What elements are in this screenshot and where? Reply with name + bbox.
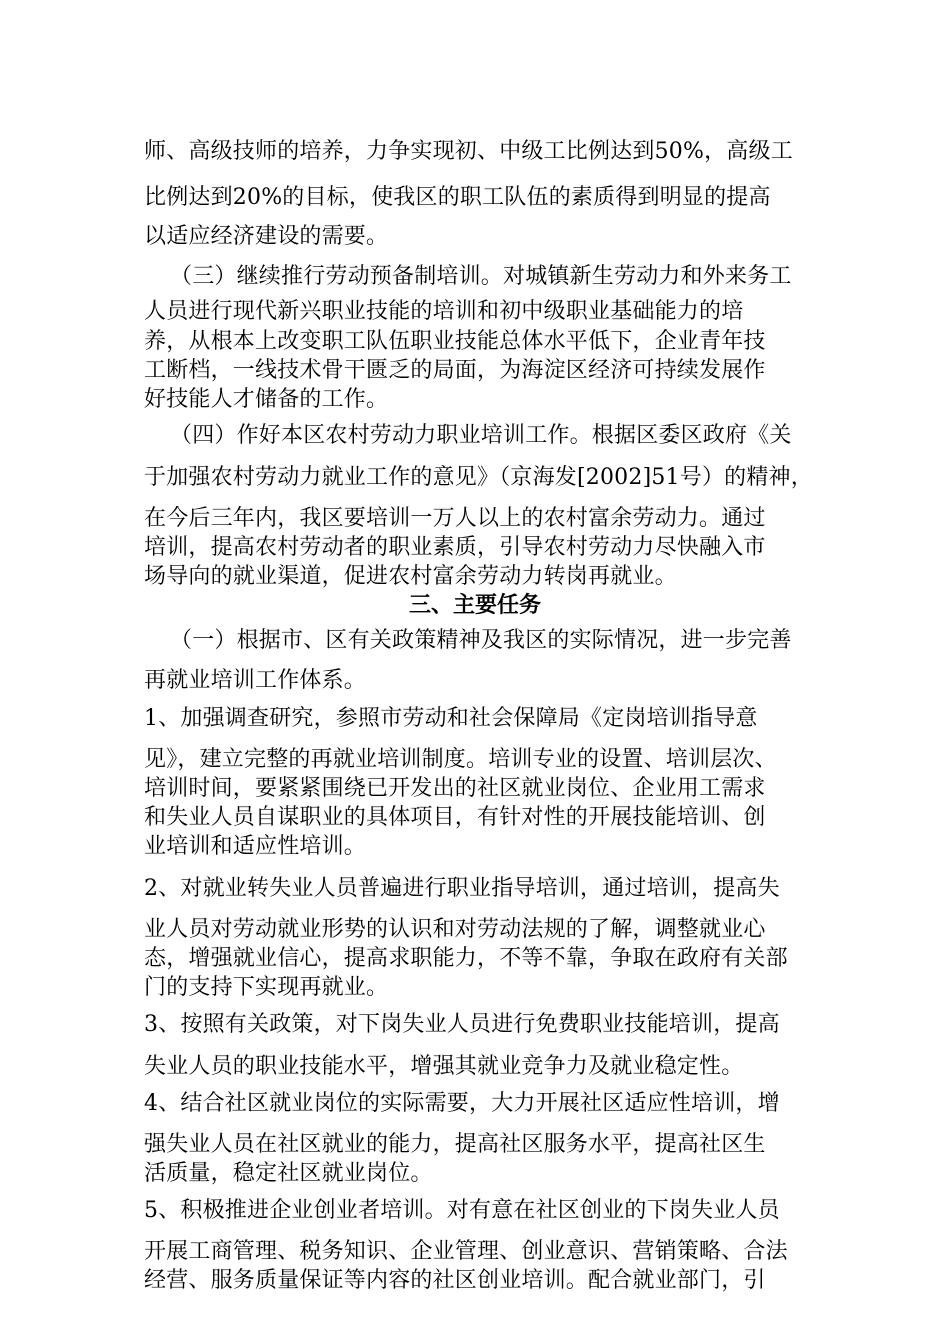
body-text-line: 养，从根本上改变职工队伍职业技能总体水平低下，企业青年技 bbox=[144, 329, 766, 354]
section-heading: 三、主要任务 bbox=[408, 592, 541, 618]
body-text-line: （一）根据市、区有关政策精神及我区的实际情况，进一步完善 bbox=[170, 628, 792, 653]
body-text-line: 业人员对劳动就业形势的认识和对劳动法规的了解，调整就业心 bbox=[144, 917, 766, 942]
body-text-line: 和失业人员自谋职业的具体项目，有针对性的开展技能培训、创 bbox=[144, 805, 766, 830]
body-text-line: 经营、服务质量保证等内容的社区创业培训。配合就业部门，引 bbox=[144, 1268, 766, 1293]
body-text-line: 比例达到20%的目标，使我区的职工队伍的素质得到明显的提高 bbox=[144, 185, 771, 210]
body-text-line: 2、对就业转失业人员普遍进行职业指导培训，通过培训，提高失 bbox=[144, 876, 780, 901]
body-text-line: 态，增强就业信心，提高求职能力，不等不靠，争取在政府有关部 bbox=[144, 946, 788, 971]
body-text-line: 失业人员的职业技能水平，增强其就业竞争力及就业稳定性。 bbox=[144, 1054, 744, 1079]
body-text-line: 3、按照有关政策，对下岗失业人员进行免费职业技能培训，提高 bbox=[144, 1012, 780, 1037]
body-text-line: 门的支持下实现再就业。 bbox=[144, 975, 389, 1000]
body-text-line: 以适应经济建设的需要。 bbox=[144, 224, 389, 249]
body-text-line: 人员进行现代新兴职业技能的培训和初中级职业基础能力的培 bbox=[144, 299, 744, 324]
body-text-line: 强失业人员在社区就业的能力，提高社区服务水平，提高社区生 bbox=[144, 1132, 766, 1157]
body-text-line: 培训时间，要紧紧围绕已开发出的社区就业岗位、企业用工需求 bbox=[144, 776, 766, 801]
body-text-line: 业培训和适应性培训。 bbox=[144, 834, 367, 859]
body-text-line: 5、积极推进企业创业者培训。对有意在社区创业的下岗失业人员 bbox=[144, 1198, 780, 1223]
body-text-line: （三）继续推行劳动预备制培训。对城镇新生劳动力和外来务工 bbox=[170, 264, 792, 289]
body-text-line: 师、高级技师的培养，力争实现初、中级工比例达到50%，高级工 bbox=[144, 139, 793, 164]
body-text-line: 1、加强调查研究，参照市劳动和社会保障局《定岗培训指导意 bbox=[144, 706, 758, 731]
body-text-line: （四）作好本区农村劳动力职业培训工作。根据区委区政府《关 bbox=[170, 423, 792, 448]
body-text-line: 培训，提高农村劳动者的职业素质，引导农村劳动力尽快融入市 bbox=[144, 535, 766, 560]
body-text-line: 活质量，稳定社区就业岗位。 bbox=[144, 1161, 433, 1186]
body-text-line: 再就业培训工作体系。 bbox=[144, 668, 367, 693]
body-text-line: 见》，建立完整的再就业培训制度。培训专业的设置、培训层次、 bbox=[144, 747, 777, 772]
body-text-line: 好技能人才储备的工作。 bbox=[144, 387, 389, 412]
body-text-line: 4、结合社区就业岗位的实际需要，大力开展社区适应性培训，增 bbox=[144, 1091, 780, 1116]
body-text-line: 开展工商管理、税务知识、企业管理、创业意识、营销策略、合法 bbox=[144, 1239, 788, 1264]
body-text-line: 工断档，一线技术骨干匮乏的局面，为海淀区经济可持续发展作 bbox=[144, 358, 766, 383]
body-text-line: 于加强农村劳动力就业工作的意见》（京海发[2002]51号）的精神， bbox=[144, 465, 813, 490]
body-text-line: 在今后三年内，我区要培训一万人以上的农村富余劳动力。通过 bbox=[144, 506, 766, 531]
body-text-line: 场导向的就业渠道，促进农村富余劳动力转岗再就业。 bbox=[144, 564, 677, 589]
